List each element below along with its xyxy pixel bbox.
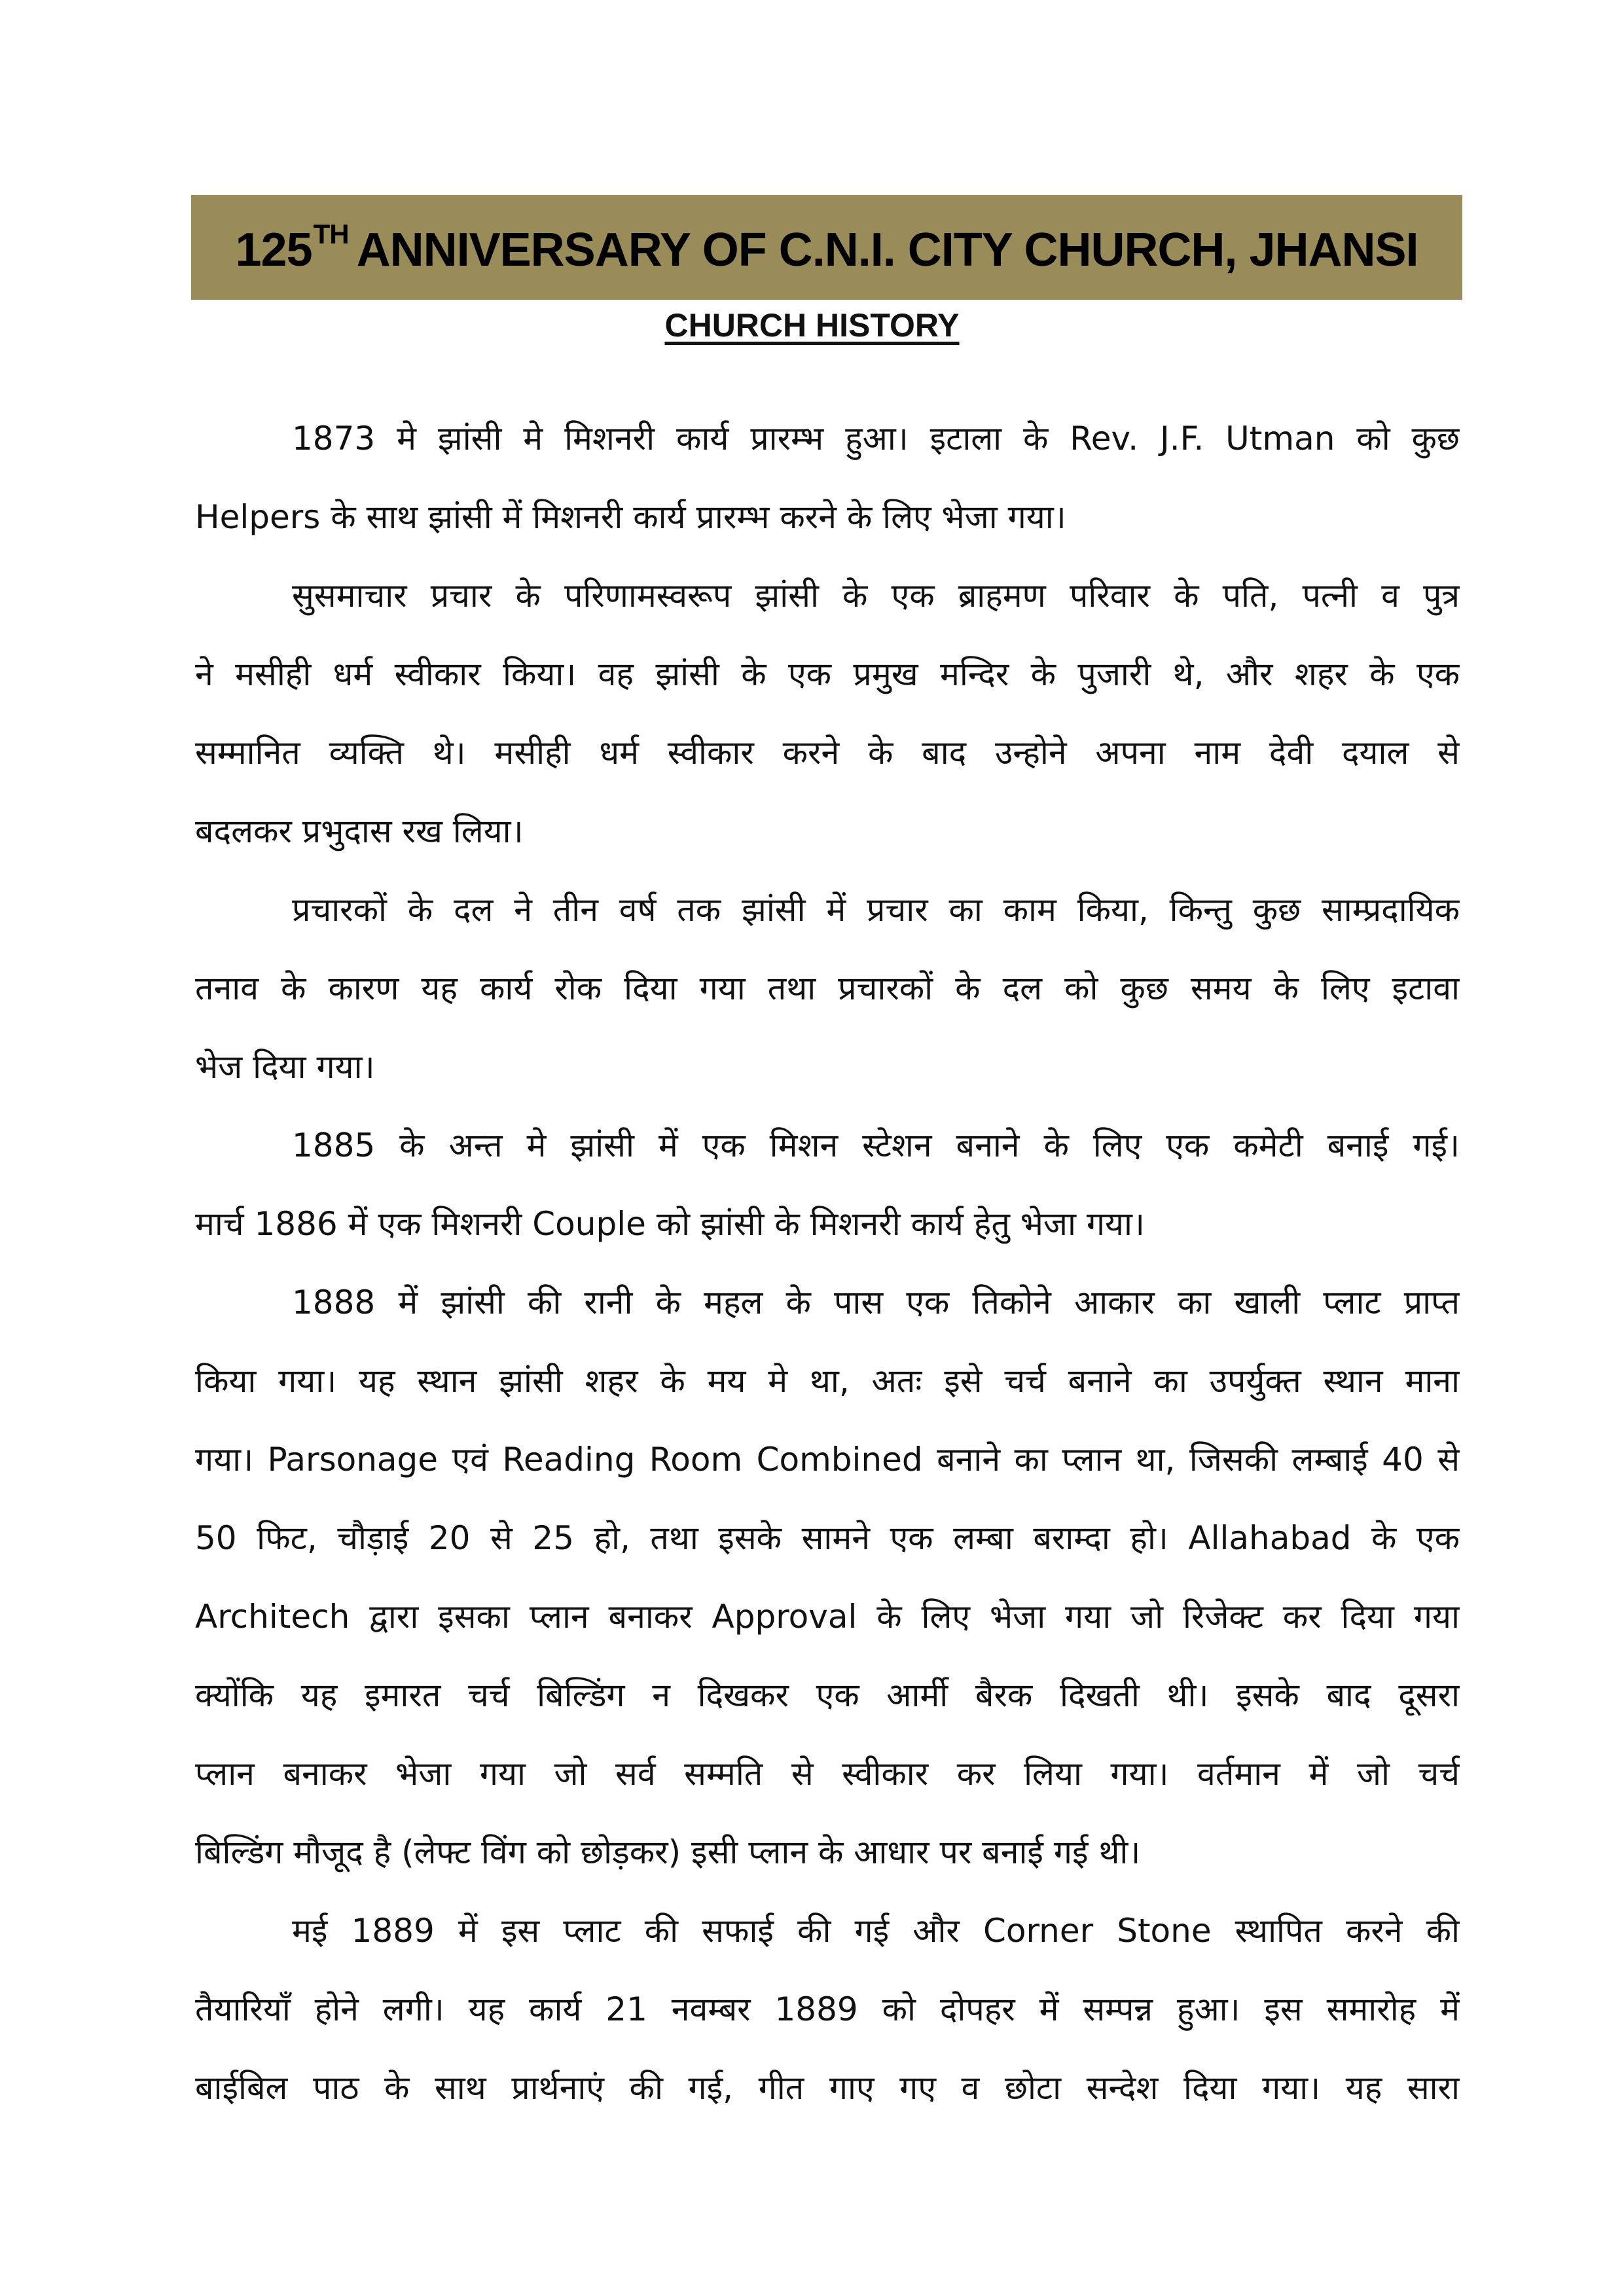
text-line: सुसमाचार प्रचार के परिणामस्वरूप झांसी के एक ब्राहमण परिवार के पति, पत्नी व पुत्र (292, 577, 1460, 615)
text-line: बदलकर प्रभुदास रख लिया। (195, 812, 524, 850)
text-line: Architech द्वारा इसका प्लान बनाकर Approval के लिए भेजा गया जो रिजेक्ट कर दिया गया (195, 1598, 1460, 1636)
text-line: प्रचारकों के दल ने तीन वर्ष तक झांसी में प्रचार का काम किया, किन्तु कुछ साम्प्रदायिक (292, 891, 1460, 929)
text-line: ने मसीही धर्म स्वीकार किया। वह झांसी के एक प्रमुख मन्दिर के पुजारी थे, और शहर के एक (195, 655, 1460, 693)
paragraph (195, 556, 1460, 870)
text-line: किया गया। यह स्थान झांसी शहर के मय मे था, अतः इसे चर्च बनाने का उपर्युक्त स्थान माना (195, 1362, 1460, 1400)
text-line: तैयारियाँ होने लगी। यह कार्य 21 नवम्बर 1889 को दोपहर में सम्पन्न हुआ। इस समारोह में (195, 1990, 1460, 2028)
title-banner (191, 195, 1462, 300)
title-superscript: TH (313, 218, 349, 249)
text-line: क्योंकि यह इमारत चर्च बिल्डिंग न दिखकर एक आर्मी बैरक दिखती थी। इसके बाद दूसरा (195, 1676, 1460, 1714)
title-number: 125 (235, 223, 312, 276)
text-line: प्लान बनाकर भेजा गया जो सर्व सम्मति से स्वीकार कर लिया गया। वर्तमान में जो चर्च (195, 1755, 1460, 1793)
paragraph (195, 1892, 1460, 2127)
text-line: तनाव के कारण यह कार्य रोक दिया गया तथा प्रचारकों के दल को कुछ समय के लिए इटावा (195, 969, 1460, 1007)
text-line: बाईबिल पाठ के साथ प्रार्थनाएं की गई, गीत गाए गए व छोटा सन्देश दिया गया। यह सारा (195, 2069, 1460, 2107)
text-line: मई 1889 में इस प्लाट की सफाई की गई और Corner Stone स्थापित करने की (292, 1912, 1460, 1950)
section-heading: CHURCH HISTORY (664, 307, 960, 344)
paragraph (195, 870, 1460, 1106)
text-line: बिल्डिंग मौजूद है (लेफ्ट विंग को छोड़कर) इसी प्लान के आधार पर बनाई गई थी। (195, 1833, 1141, 1871)
text-line: 1885 के अन्त मे झांसी में एक मिशन स्टेशन बनाने के लिए एक कमेटी बनाई गई। (292, 1126, 1460, 1164)
text-line: सम्मानित व्यक्ति थे। मसीही धर्म स्वीकार करने के बाद उन्होने अपना नाम देवी दयाल से (195, 734, 1460, 772)
text-line: 50 फिट, चौड़ाई 20 से 25 हो, तथा इसके सामने एक लम्बा बराम्दा हो। Allahabad के एक (195, 1519, 1460, 1557)
text-line: मार्च 1886 में एक मिशनरी Couple को झांसी के मिशनरी कार्य हेतु भेजा गया। (195, 1205, 1145, 1243)
paragraph (195, 399, 1460, 556)
paragraph (195, 1106, 1460, 1263)
text-line: Helpers के साथ झांसी में मिशनरी कार्य प्रारम्भ करने के लिए भेजा गया। (195, 498, 1066, 536)
body-text (195, 399, 1460, 2127)
document-title (236, 219, 1418, 277)
text-line: 1873 मे झांसी मे मिशनरी कार्य प्रारम्भ हुआ। इटाला के Rev. J.F. Utman को कुछ (292, 420, 1460, 457)
text-line: भेज दिया गया। (195, 1048, 375, 1086)
text-line: 1888 में झांसी की रानी के महल के पास एक तिकोने आकार का खाली प्लाट प्राप्त (292, 1283, 1460, 1321)
paragraph (195, 1263, 1460, 1892)
title-rest: ANNIVERSARY OF C.N.I. CITY CHURCH, JHANSI (356, 223, 1418, 276)
text-line: गया। Parsonage एवं Reading Room Combined बनाने का प्लान था, जिसकी लम्बाई 40 से (195, 1441, 1460, 1479)
